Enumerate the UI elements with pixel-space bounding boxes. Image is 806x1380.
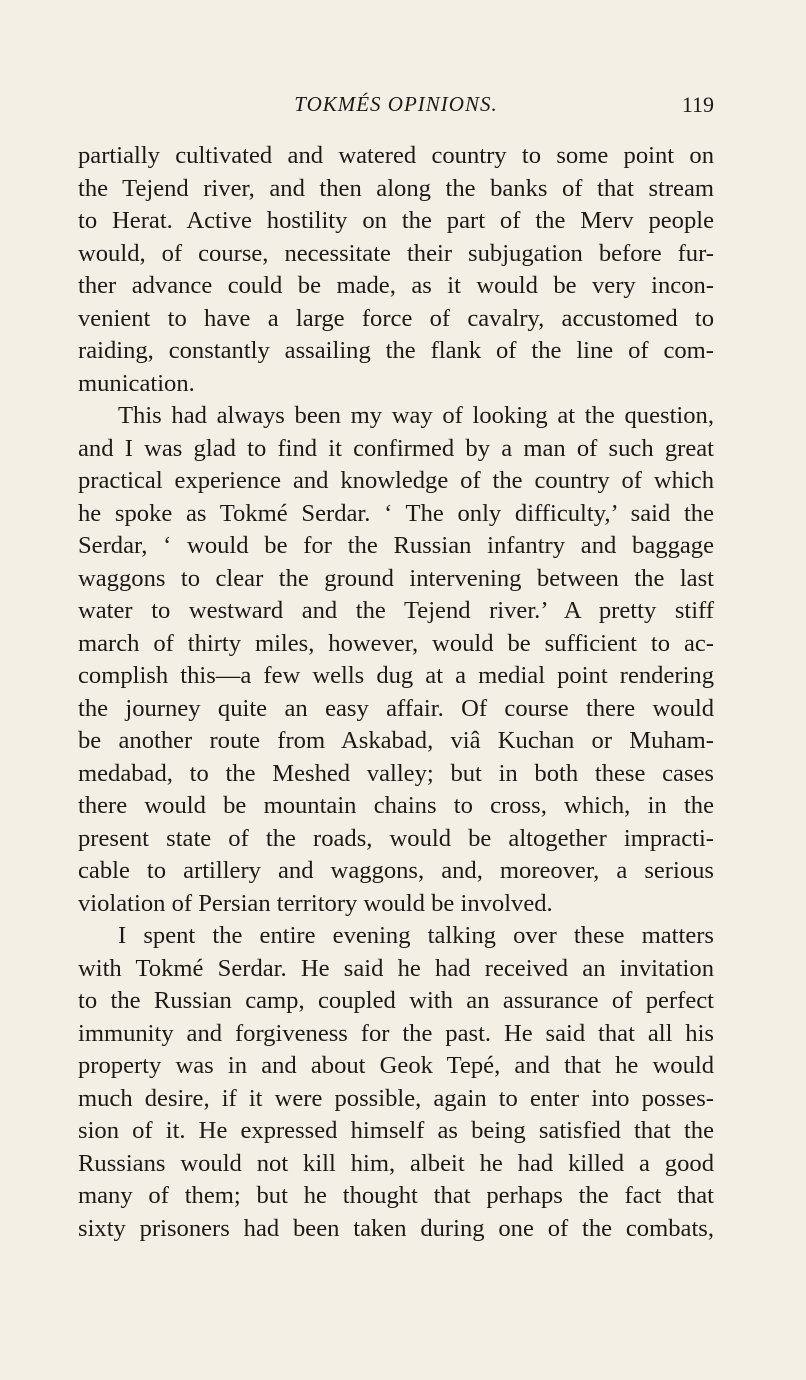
text-line: cable to artillery and waggons, and, moreover, a serious bbox=[78, 857, 714, 884]
text-line: would, of course, necessitate their subjugation before fur- bbox=[78, 239, 714, 267]
page-number: 119 bbox=[681, 92, 714, 117]
text-line: raiding, constantly assailing the flank of the line of com- bbox=[78, 337, 714, 364]
text-line: water to westward and the Tejend river.’ A pretty stiff bbox=[78, 597, 714, 624]
text-line: to the Russian camp, coupled with an assurance of perfect bbox=[78, 987, 714, 1014]
text-line: the journey quite an easy affair. Of course there would bbox=[78, 694, 714, 722]
text-line: to Herat. Active hostility on the part of the Merv people bbox=[78, 207, 714, 234]
text-line: many of them; but he thought that perhaps the fact that bbox=[78, 1182, 714, 1209]
text-line: present state of the roads, would be altogether impracti- bbox=[78, 824, 714, 852]
body-text bbox=[78, 140, 714, 1245]
text-line: there would be mountain chains to cross, which, in the bbox=[78, 792, 714, 819]
text-line: violation of Persian territory would be involved. bbox=[78, 889, 553, 917]
text-line: the Tejend river, and then along the banks of that stream bbox=[78, 174, 714, 202]
text-line: partially cultivated and watered country to some point on bbox=[78, 142, 714, 169]
running-title: TOKMÉS OPINIONS. bbox=[294, 92, 498, 116]
text-line: and I was glad to find it confirmed by a man of such great bbox=[78, 434, 714, 462]
text-line: I spent the entire evening talking over these matters bbox=[118, 922, 714, 949]
text-line: Russians would not kill him, albeit he had killed a good bbox=[78, 1149, 714, 1177]
text-line: with Tokmé Serdar. He said he had received an invitation bbox=[78, 954, 714, 982]
running-head bbox=[78, 92, 714, 122]
text-line: venient to have a large force of cavalry, accustomed to bbox=[78, 304, 714, 332]
text-line: be another route from Askabad, viâ Kuchan or Muham- bbox=[78, 727, 714, 754]
text-line: munication. bbox=[78, 369, 195, 397]
text-line: march of thirty miles, however, would be sufficient to ac- bbox=[78, 629, 714, 657]
text-line: medabad, to the Meshed valley; but in both these cases bbox=[78, 759, 714, 787]
text-line: waggons to clear the ground intervening between the last bbox=[78, 564, 714, 592]
text-line: ther advance could be made, as it would be very incon- bbox=[78, 272, 714, 299]
text-line: property was in and about Geok Tepé, and that he would bbox=[78, 1052, 714, 1079]
text-line: sion of it. He expressed himself as being satisfied that the bbox=[78, 1117, 714, 1144]
text-line: This had always been my way of looking at the question, bbox=[118, 402, 714, 429]
text-line: sixty prisoners had been taken during one of the combats, bbox=[78, 1214, 714, 1242]
text-line: immunity and forgiveness for the past. He said that all his bbox=[78, 1019, 714, 1047]
text-line: he spoke as Tokmé Serdar. ‘ The only difficulty,’ said the bbox=[78, 499, 714, 527]
text-line: Serdar, ‘ would be for the Russian infantry and baggage bbox=[78, 532, 714, 559]
text-line: complish this—a few wells dug at a medial point rendering bbox=[78, 662, 714, 689]
text-line: much desire, if it were possible, again to enter into posses- bbox=[78, 1084, 714, 1112]
text-line: practical experience and knowledge of the country of which bbox=[78, 467, 714, 494]
